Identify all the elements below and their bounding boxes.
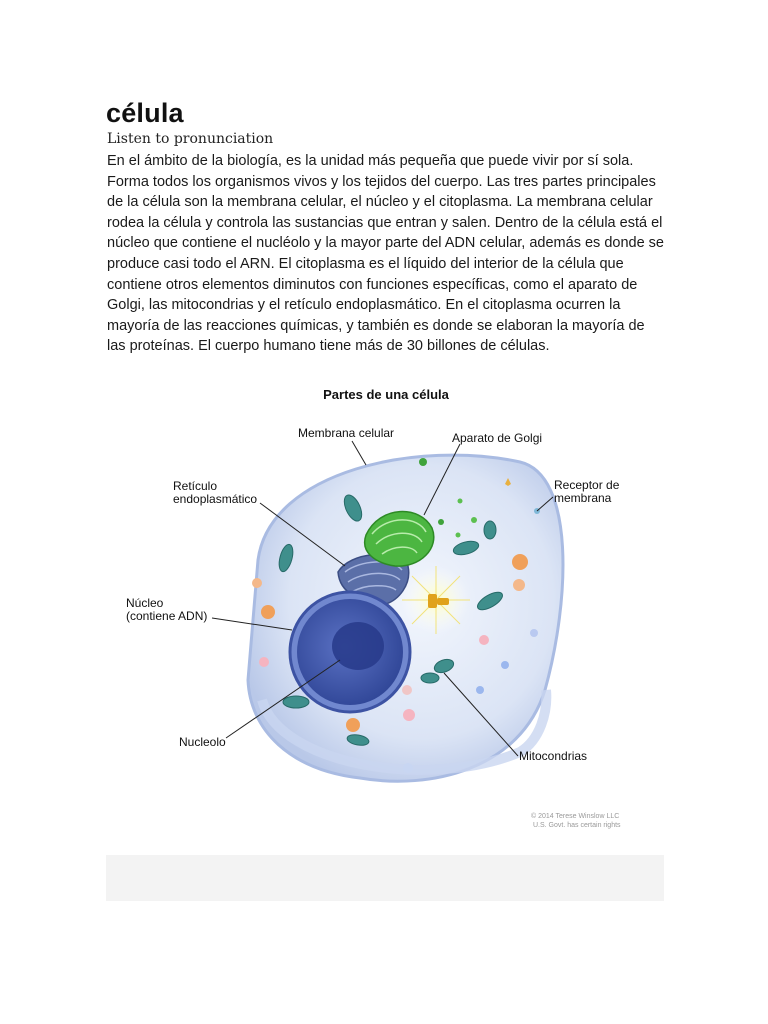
copyright-line-1: © 2014 Terese Winslow LLC bbox=[531, 813, 620, 820]
label-nucleo-2: (contiene ADN) bbox=[126, 609, 208, 623]
definition-text: En el ámbito de la biología, es la unidad más pequeña que puede vivir por sí sola. Forma todos los organismos vivos y los tejidos del cuerpo. Las tres partes principales de la célula son la membrana celular, el núcleo y el citoplasma. La membrana celular rodea la célula y controla las sustancias que entran y salen. Dentro de la célula está el núcleo que contiene el nucléolo y la mayor parte del ADN celular, además es donde se produce casi todo el ARN. El citoplasma es el líquido del interior de la célula que contiene otros elementos diminutos con funciones específicas, como el aparato de Golgi, las mitocondrias y el retículo endoplasmático. En el citoplasma ocurren la mayoría de las reacciones químicas, y también es donde se elaboran la mayoría de las proteínas. El cuerpo humano tiene más de 30 billones de células. bbox=[107, 153, 664, 355]
figure-title: Partes de una célula bbox=[323, 387, 449, 402]
term-heading: célula bbox=[106, 98, 184, 128]
cell-diagram bbox=[106, 380, 666, 840]
label-aparato-golgi: Aparato de Golgi bbox=[452, 431, 543, 445]
label-receptor-2: membrana bbox=[554, 491, 612, 505]
copyright-line-2: U.S. Govt. has certain rights bbox=[533, 822, 621, 829]
label-reticulo-2: endoplasmático bbox=[173, 492, 258, 506]
label-nucleolo: Nucleolo bbox=[179, 735, 226, 749]
label-receptor-1: Receptor de bbox=[554, 478, 620, 492]
label-membrana-celular: Membrana celular bbox=[298, 426, 395, 440]
listen-pronunciation-link[interactable]: Listen to pronunciation bbox=[107, 131, 274, 147]
label-reticulo-1: Retículo bbox=[173, 479, 218, 493]
nucleus bbox=[290, 592, 410, 712]
label-mitocondrias: Mitocondrias bbox=[519, 749, 588, 763]
cell-body bbox=[248, 455, 563, 781]
centrosome bbox=[402, 566, 470, 634]
label-nucleo-1: Núcleo bbox=[126, 596, 164, 610]
empty-caption-box bbox=[106, 855, 664, 901]
nucleolus bbox=[332, 622, 384, 670]
